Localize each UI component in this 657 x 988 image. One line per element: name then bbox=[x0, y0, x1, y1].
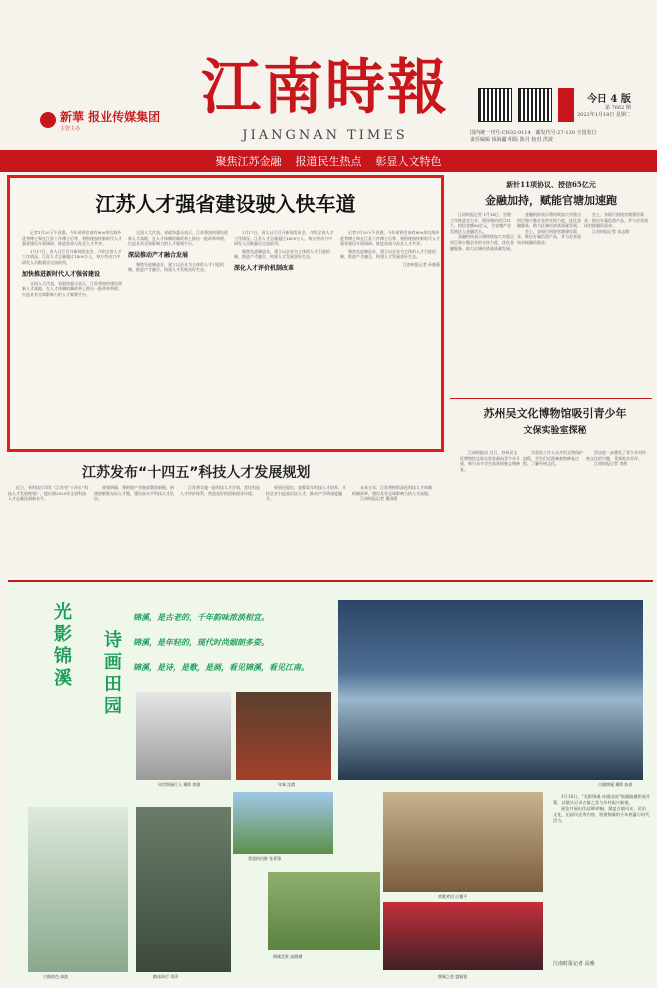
finance-headline[interactable]: 金融加持，赋能官塘加速跑 bbox=[485, 194, 617, 207]
museum-article-header[interactable] bbox=[460, 405, 650, 436]
sci-headline[interactable]: 江苏发布“十四五”科技人才发展规划 bbox=[82, 465, 311, 481]
verse-line: 锦溪，是诗，是歌，是画，看见锦溪，看见江南。 bbox=[133, 662, 309, 672]
museum-paragraph: 江南时报讯 近日，苏州吴文化博物馆文保实验室面向青少年开放，吸引众多学生前来探秘文物修复。 bbox=[460, 450, 520, 472]
group-sub: 主管主办 bbox=[60, 126, 81, 132]
sci-paragraph: 近日，省科技厅印发《江苏省“十四五”科技人才发展规划》，提出到2025年全省科技人才总量达到新水平。 bbox=[8, 485, 89, 502]
lead-paragraph: 聚焦先进制造业，建立以企业为主体的人才引进机制，推进产才融合，构建人才发展良好生态。 bbox=[234, 248, 330, 260]
lead-byline: 江南时报记者 孙晓燕 bbox=[402, 261, 440, 267]
museum-subheadline: 文保实验室探秘 bbox=[523, 426, 587, 436]
sci-column bbox=[8, 485, 90, 502]
photo-caption: 古镇锦溪 摄影 陈岚 bbox=[598, 782, 633, 787]
meta-line: 国内统一刊号:CN32-0114 邮发代号:27-120 全国发行 bbox=[470, 130, 597, 136]
photo-new-year[interactable] bbox=[236, 692, 331, 780]
photo-ice-walk[interactable] bbox=[136, 807, 231, 972]
feature-paragraph: 1月18日，“光影锦溪 诗画田园”锦溪镇摄影展开幕，以镜头记录古镇之美与乡村振兴新貌。 bbox=[553, 794, 650, 805]
lead-paragraph: 1月17日，省人社厅召开新闻发布会，介绍全省人才工作情况。江苏人才总量超过1400万人，每万劳动力中研发人员数量居全国前列。 bbox=[22, 248, 122, 265]
lead-paragraph: 记者1月20下午获悉，今年省两会前有800余名海外优秀博士和在江苏工作博士后等，将围绕加快新时代人才强省建设开展调研，推进苏南与苏北人才共享。 bbox=[22, 230, 122, 247]
photo-night[interactable] bbox=[383, 902, 543, 970]
group-logo bbox=[40, 108, 160, 132]
sci-paragraph: 规划还提出，加强青年科技人才培养，支持企业引进高层次人才，推动产学研深度融合。 bbox=[266, 485, 346, 502]
lead-column bbox=[22, 230, 122, 299]
photo-caption: 希望的田野 张景锋 bbox=[248, 856, 282, 861]
lead-column bbox=[234, 230, 334, 275]
photo-caption: 锦溪之夜 盛振铭 bbox=[438, 974, 468, 979]
lead-article[interactable] bbox=[7, 175, 444, 452]
photo-snow-walk[interactable] bbox=[136, 692, 231, 780]
photo-fields[interactable] bbox=[233, 792, 333, 854]
masthead-title: 江南時報 bbox=[201, 53, 449, 123]
lead-paragraph: 聚焦先进制造业，建立以企业为主体的人才引进机制，推进产才融合，构建人才发展良好生态。 bbox=[340, 248, 436, 260]
feature-section bbox=[8, 580, 653, 980]
lead-headline[interactable]: 江苏人才强省建设驶入快车道 bbox=[95, 192, 356, 216]
lead-paragraph: 1月17日，省人社厅召开新闻发布会，介绍全省人才工作情况。江苏人才总量超过1400万人，每万劳动力中研发人员数量居全国前列。 bbox=[234, 230, 334, 247]
sci-article-body bbox=[8, 485, 438, 504]
photo-caption: 踏冰前行 刘萍 bbox=[153, 974, 179, 979]
lead-paragraph: 全国人大代表、省政协委员表示，江苏将加快建设创新人才高地，在人才体制机制改革上推出一批改革举措，打造具有全球影响力的人才集聚平台。 bbox=[22, 280, 122, 297]
finance-column bbox=[584, 212, 648, 234]
sci-column bbox=[180, 485, 262, 496]
museum-column bbox=[460, 450, 520, 472]
slogan: 彰显人文特色 bbox=[375, 155, 442, 168]
masthead-subtitle: JIANGNAN TIMES bbox=[242, 128, 408, 143]
lead-subhead: 加快推进新时代人才强省建设 bbox=[22, 270, 101, 278]
issue-number: 第 7662 期 bbox=[604, 105, 631, 111]
feature-paragraph: 展览共展出作品80余幅，涵盖古镇风光、民俗文化、田园风光等内容，展现锦溪的千年底蕴与时代活力。 bbox=[553, 806, 650, 823]
slogan-bar bbox=[0, 150, 657, 172]
publication-meta bbox=[470, 130, 650, 144]
museum-byline: 江南时报记者 李茜 bbox=[594, 461, 628, 467]
divider bbox=[450, 398, 652, 399]
photo-folk-song[interactable] bbox=[383, 792, 543, 892]
issue-label: 今日 4 版 bbox=[586, 94, 631, 105]
photo-caption: 风雪锦溪行人 摄影 徐波 bbox=[158, 782, 201, 787]
finance-column bbox=[450, 212, 514, 251]
museum-paragraph: 实验室工作人员介绍文物保护流程，学生们近距离观察修复过程，了解传统文化。 bbox=[523, 450, 583, 467]
sci-paragraph: 江苏将实施一批科技人才计划，优化科技人才评价体系，营造良好的创新创业环境。 bbox=[180, 485, 260, 496]
qr-code-icon[interactable] bbox=[478, 88, 512, 122]
slogan: 聚焦江苏金融 bbox=[215, 155, 282, 168]
slogan: 报道民生热点 bbox=[295, 155, 362, 168]
lead-column bbox=[128, 230, 228, 275]
photo-old-town[interactable] bbox=[338, 600, 643, 780]
museum-headline[interactable]: 苏州吴文化博物馆吸引青少年 bbox=[483, 407, 627, 420]
meta-line: 责任编辑 钱海疆 组版 陈月 校对 洪波 bbox=[470, 137, 553, 143]
lead-paragraph: 记者1月20下午获悉，今年省两会前有800余名海外优秀博士和在江苏工作博士后等，将围绕加快新时代人才强省建设开展调研，推进苏南与苏北人才共享。 bbox=[340, 230, 440, 247]
feature-title-right: 诗画田园 bbox=[101, 630, 122, 718]
verse-line: 锦溪，是年轻的，现代时尚姻朗多姿。 bbox=[133, 637, 269, 647]
museum-column bbox=[586, 450, 646, 467]
finance-byline: 江南时报记者 朱志敏 bbox=[592, 228, 630, 234]
lead-subhead: 深层推动产才融合发展 bbox=[128, 251, 189, 259]
issue-info bbox=[577, 90, 631, 119]
museum-column bbox=[523, 450, 583, 467]
photo-caption: 锦溪美景 高晓钢 bbox=[273, 954, 303, 959]
finance-paragraph: 会上，各银行围绕官塘建设需求，推出专属信贷产品，并与企业现场对接融资需求。 bbox=[517, 228, 581, 245]
museum-article-body bbox=[460, 450, 655, 472]
lead-subhead: 深化人才评价机制改革 bbox=[234, 264, 295, 272]
finance-paragraph: 会上，各银行围绕官塘建设需求，推出专属信贷产品，并与企业现场对接融资需求。 bbox=[584, 212, 648, 229]
museum-paragraph: 活动进一步激发了青少年对传统文化的兴趣，受到家长好评。 bbox=[586, 450, 646, 461]
finance-paragraph: 金融机构表示将持续加大对重点项目和小微企业的支持力度，优化金融服务，助力区域经济高质量发展。 bbox=[450, 234, 514, 251]
photo-caption: 年味 沈霞 bbox=[278, 782, 296, 787]
lead-column bbox=[340, 230, 440, 270]
sci-column bbox=[266, 485, 348, 502]
photo-caption: 古镇夜色 高波 bbox=[43, 974, 69, 979]
photo-willow[interactable] bbox=[28, 807, 128, 972]
app-icon[interactable] bbox=[558, 88, 574, 122]
sci-column bbox=[94, 485, 176, 502]
verse-line: 锦溪，是古老的，千年韵味浓淡相宜。 bbox=[133, 612, 269, 622]
sci-byline: 江南时报记者 董雨晴 bbox=[360, 496, 398, 502]
finance-kicker: 新针11项协议、授信65亿元 bbox=[506, 180, 596, 189]
qr-code-icon[interactable] bbox=[518, 88, 552, 122]
photo-scenery[interactable] bbox=[268, 872, 380, 950]
issue-date: 2022年1月18日 星期二 bbox=[577, 112, 631, 118]
group-name: 新華 报业传媒集团 bbox=[60, 110, 161, 124]
finance-paragraph: 金融机构表示将持续加大对重点项目和小微企业的支持力度，优化金融服务，助力区域经济高质量发展。 bbox=[517, 212, 581, 229]
lead-paragraph: 全国人大代表、省政协委员表示，江苏将加快建设创新人才高地，在人才体制机制改革上推出一批改革举措，打造具有全球影响力的人才集聚平台。 bbox=[128, 230, 228, 247]
finance-column bbox=[517, 212, 581, 246]
feature-title-left: 光影锦溪 bbox=[51, 602, 72, 690]
masthead bbox=[190, 52, 460, 143]
feature-text bbox=[553, 794, 650, 824]
sci-paragraph: 未来五年，江苏将持续深化科技人才体制机制改革，建设具有全球影响力的人才高地。 bbox=[352, 485, 432, 496]
photo-caption: 欢歌笑语 应翼平 bbox=[438, 894, 468, 899]
sci-column bbox=[352, 485, 434, 502]
lead-paragraph: 聚焦先进制造业，建立以企业为主体的人才引进机制，推进产才融合，构建人才发展良好生态。 bbox=[128, 261, 224, 273]
finance-article[interactable] bbox=[450, 180, 652, 251]
feature-byline: 江南时报记者 高雅 bbox=[553, 961, 595, 967]
feature-verse bbox=[133, 612, 333, 687]
group-emblem-icon bbox=[40, 112, 56, 128]
finance-paragraph: 江南时报记者 1月14日，官塘工作推进会召开，现场签约项目11个，授信金额65亿元，为官塘产业发展注入金融活水。 bbox=[450, 212, 512, 234]
sci-paragraph: 规划明确，将围绕产业链部署创新链，围绕创新链布局人才链，建设高水平科技人才队伍。 bbox=[94, 485, 174, 502]
